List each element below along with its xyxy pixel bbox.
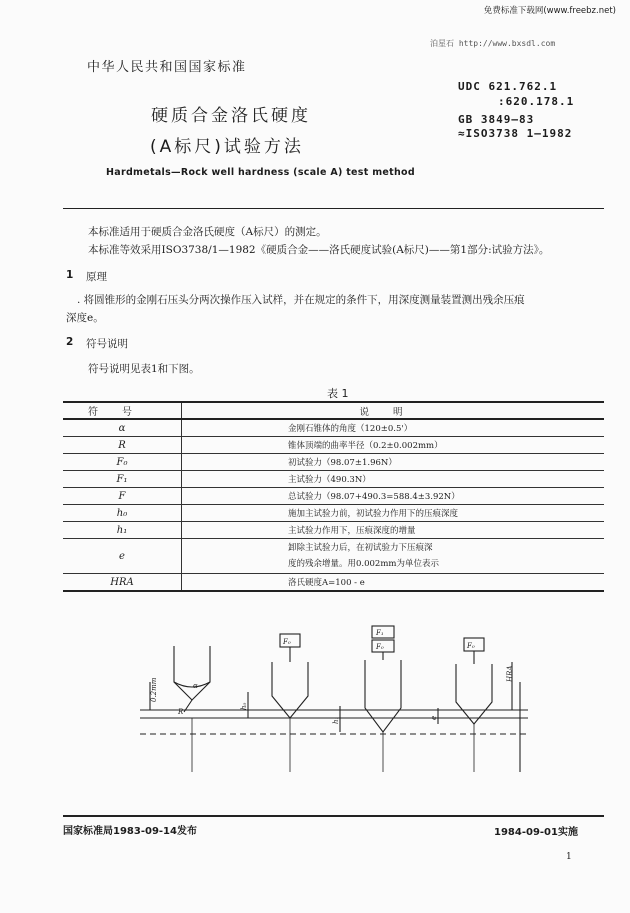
table-row <box>63 419 604 437</box>
table-row <box>63 437 604 454</box>
row-description: 主试验力（490.3N） <box>182 471 605 488</box>
force-label-f0-a: F₀ <box>283 638 291 646</box>
row-symbol: F₁ <box>63 471 182 488</box>
dim-label-hra: HRA <box>506 665 514 682</box>
intro-paragraph-1: 本标准适用于硬质合金洛氏硬度（A标尺）的测定。 <box>88 226 327 238</box>
row-description: 总试验力（98.07+490.3=588.4±3.92N） <box>182 488 605 505</box>
dim-label-h1: h₁ <box>332 716 340 724</box>
indenter-outline-3 <box>365 660 401 732</box>
section-2-title: 符号说明 <box>86 338 128 350</box>
gb-number: GB 3849—83 <box>458 113 535 126</box>
angle-label: α <box>193 682 198 690</box>
english-title: Hardmetals—Rock well hardness (scale A) test method <box>106 167 415 178</box>
page-number: 1 <box>566 852 572 862</box>
radius-label: R <box>178 708 184 716</box>
table-header-row <box>63 402 604 419</box>
row-description: 金刚石锥体的角度（120±0.5'） <box>182 419 605 437</box>
force-label-f0-b: F₀ <box>376 643 384 651</box>
row-description: 主试验力作用下，压痕深度的增量 <box>182 522 605 539</box>
table-row <box>63 539 604 574</box>
symbol-table <box>63 401 604 592</box>
section-1-number: 1 <box>66 269 74 281</box>
section-2-body: 符号说明见表1和下图。 <box>88 363 200 375</box>
effective-date: 1984-09-01实施 <box>494 827 578 838</box>
row-symbol: e <box>63 539 182 574</box>
standard-organization: 中华人民共和国国家标准 <box>87 60 247 75</box>
udc-number: UDC 621.762.1 <box>458 80 558 93</box>
row-description: 锥体顶端的曲率半径（0.2±0.002mm） <box>182 437 605 454</box>
table-row <box>63 454 604 471</box>
dim-label-h0: h₀ <box>240 702 248 710</box>
section-2-number: 2 <box>66 336 74 348</box>
table-row <box>63 574 604 592</box>
row-symbol: HRA <box>63 574 182 592</box>
row-symbol: F <box>63 488 182 505</box>
table-row <box>63 522 604 539</box>
iso-equivalent: ≈ISO3738 1—1982 <box>458 127 573 140</box>
site-banner: 免费标准下载网(www.freebz.net) <box>483 6 616 16</box>
table-row <box>63 488 604 505</box>
issue-date: 国家标准局1983-09-14发布 <box>63 826 197 837</box>
section-1-title: 原理 <box>86 271 107 283</box>
header-divider <box>63 208 604 209</box>
indenter-outline-4 <box>456 664 492 724</box>
force-label-f1: F₁ <box>376 629 384 637</box>
indenter-outline-1 <box>174 646 210 700</box>
indenter-arc <box>174 682 210 687</box>
dim-label-0.2mm: 0.2mm <box>150 677 158 702</box>
dim-label-e: e <box>430 715 438 720</box>
section-1-body-line-1: . 将圆锥形的金刚石压头分两次操作压入试样，并在规定的条件下，用深度测量装置测出残余压痕 <box>77 294 525 306</box>
row-description <box>182 539 605 574</box>
row-symbol: h₁ <box>63 522 182 539</box>
watermark-url: 泊星石 http://www.bxsdl.com <box>430 39 556 48</box>
header-description: 说明 <box>182 402 605 419</box>
row-description: 初试验力（98.07±1.96N） <box>182 454 605 471</box>
force-label-f0-c: F₀ <box>467 642 475 650</box>
intro-paragraph-2: 本标准等效采用ISO3738/1—1982《硬质合金——洛氏硬度试验(A标尺)——第1部分:试验方法》。 <box>88 244 550 256</box>
row-description-line-2: 度的残余增量。用0.002mm为单位表示 <box>288 559 439 569</box>
page-title-line-2: (A标尺)试验方法 <box>150 137 304 157</box>
row-symbol: F₀ <box>63 454 182 471</box>
table-row <box>63 471 604 488</box>
row-symbol: h₀ <box>63 505 182 522</box>
header-symbol: 符号 <box>63 402 182 419</box>
row-description-line-1: 卸除主试验力后，在初试验力下压痕深 <box>288 543 433 553</box>
row-symbol: R <box>63 437 182 454</box>
section-1-body-line-2: 深度e。 <box>66 312 104 324</box>
table-row <box>63 505 604 522</box>
row-description: 洛氏硬度A=100 - e <box>182 574 605 592</box>
indentation-diagram <box>140 622 530 782</box>
udc-number-continued: :620.178.1 <box>498 95 575 108</box>
page-title-line-1: 硬质合金洛氏硬度 <box>151 106 311 126</box>
row-description: 施加主试验力前，初试验力作用下的压痕深度 <box>182 505 605 522</box>
footer-divider <box>63 815 604 817</box>
table-caption: 表 1 <box>327 387 349 400</box>
row-symbol: α <box>63 419 182 437</box>
